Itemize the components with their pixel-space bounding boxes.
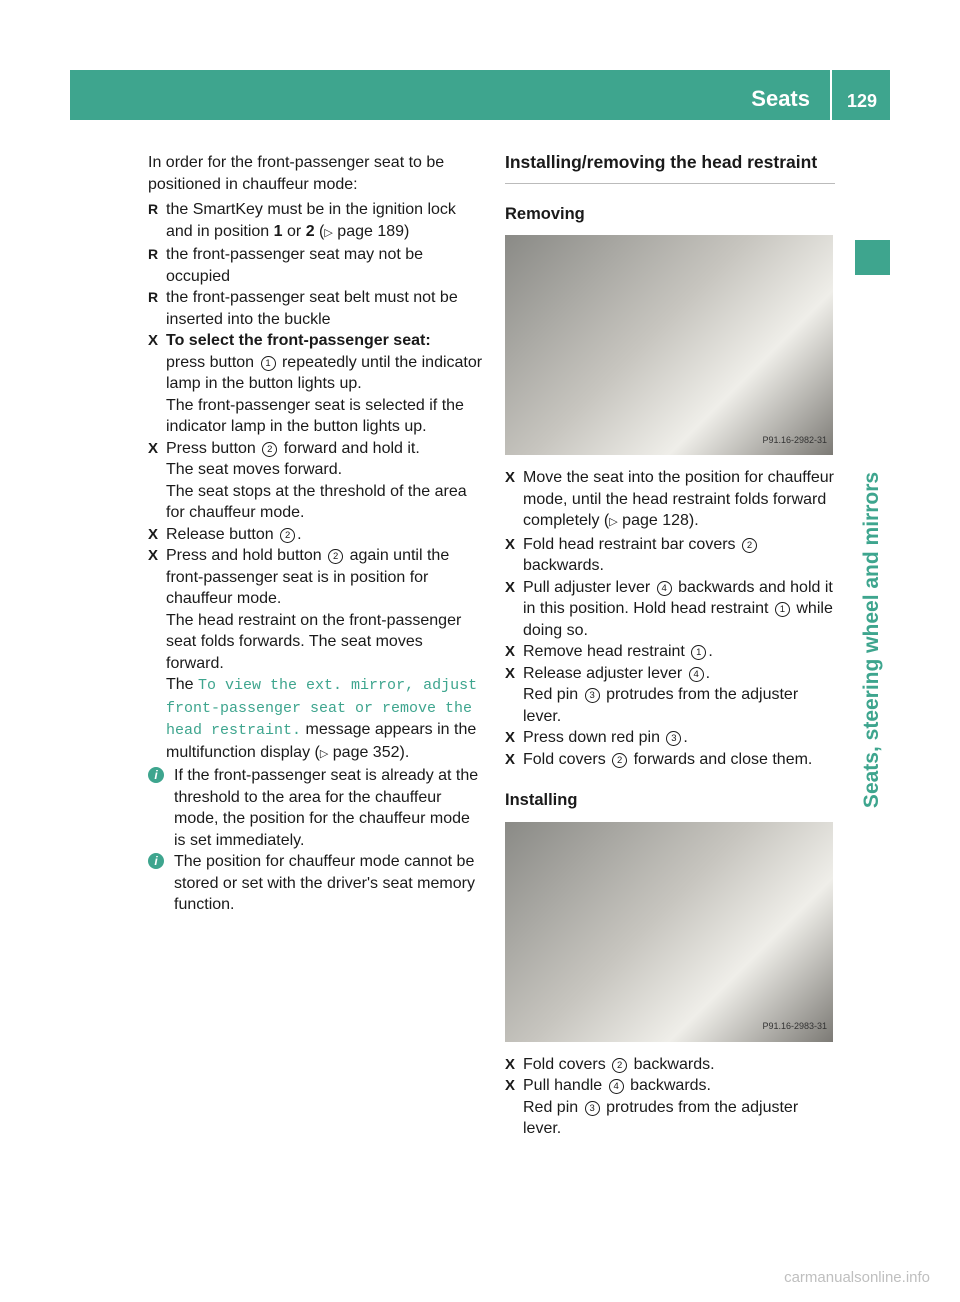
step-pull-lever: X Pull adjuster lever 4 backwards and hold it in this position. Hold head restraint 1 while doing so. <box>505 577 835 642</box>
right-column <box>505 152 835 1140</box>
info-note-2: i The position for chauffeur mode cannot be stored or set with the driver's seat memory function. <box>148 851 483 916</box>
header-bar <box>70 70 890 120</box>
callout-4-icon: 4 <box>657 581 672 596</box>
step-release-lever: X Release adjuster lever 4 . Red pin 3 protrudes from the adjuster lever. <box>505 663 835 728</box>
step-close-covers: X Fold covers 2 forwards and close them. <box>505 749 835 771</box>
callout-4-icon: 4 <box>609 1079 624 1094</box>
step-select-seat: X To select the front-passenger seat: press button 1 repeatedly until the indicator lamp in the button lights up. The front-passenger seat is selected if the indicator lamp in the button lights up. <box>148 330 483 438</box>
callout-2-icon: 2 <box>612 753 627 768</box>
condition-2: R the front-passenger seat may not be occupied <box>148 244 483 287</box>
side-tab-marker <box>855 240 890 275</box>
left-column <box>148 152 483 916</box>
intro-text: In order for the front-passenger seat to be positioned in chauffeur mode: <box>148 154 445 193</box>
info-icon: i <box>148 767 164 783</box>
step-pull-handle: X Pull handle 4 backwards. Red pin 3 protrudes from the adjuster lever. <box>505 1075 835 1140</box>
callout-3-icon: 3 <box>585 688 600 703</box>
step-fold-covers: X Fold head restraint bar covers 2 backwards. <box>505 534 835 577</box>
info-note-1: i If the front-passenger seat is already at the threshold to the area for the chauffeur mode, the position for the chauffeur mode is set immediately. <box>148 765 483 851</box>
info-icon: i <box>148 853 164 869</box>
step-press-pin: X Press down red pin 3 . <box>505 727 835 749</box>
page-link[interactable]: page 189) <box>337 222 410 240</box>
side-tab-label: Seats, steering wheel and mirrors <box>860 471 883 809</box>
step-move-seat: X Move the seat into the position for chauffeur mode, until the head restraint folds forward completely (▷ page 128). <box>505 467 835 534</box>
step-fold-back: X Fold covers 2 backwards. <box>505 1054 835 1076</box>
watermark: carmanualsonline.info <box>784 1269 930 1286</box>
condition-1: R the SmartKey must be in the ignition lock and in position 1 or 2 (▷ page 189) <box>148 199 483 244</box>
subheading-installing: Installing <box>505 791 578 809</box>
callout-2-icon: 2 <box>280 528 295 543</box>
page-number: 129 <box>846 91 878 111</box>
callout-3-icon: 3 <box>585 1101 600 1116</box>
arrow-icon: ▷ <box>609 516 618 528</box>
arrow-icon: ▷ <box>324 226 333 239</box>
callout-2-icon: 2 <box>612 1058 627 1073</box>
callout-2-icon: 2 <box>262 442 277 457</box>
section-heading: Installing/removing the head restraint <box>505 152 835 184</box>
callout-2-icon: 2 <box>328 549 343 564</box>
installing-photo <box>505 822 833 1042</box>
image-code: P91.16-2983-31 <box>762 1021 827 1031</box>
display-message: To view the ext. mirror, adjust front-passenger seat or remove the head restraint. <box>166 677 478 739</box>
callout-1-icon: 1 <box>261 356 276 371</box>
callout-3-icon: 3 <box>666 731 681 746</box>
step-press-button: X Press button 2 forward and hold it. The seat moves forward. The seat stops at the threshold of the area for chauffeur mode. <box>148 438 483 524</box>
removing-photo <box>505 235 833 455</box>
step-release-button: X Release button 2 . <box>148 524 483 546</box>
subheading-removing: Removing <box>505 204 585 223</box>
page-link[interactable]: page 128). <box>622 512 699 529</box>
callout-4-icon: 4 <box>689 667 704 682</box>
header-divider <box>830 70 832 120</box>
callout-1-icon: 1 <box>775 602 790 617</box>
image-code: P91.16-2982-31 <box>762 434 827 445</box>
page-link[interactable]: page 352). <box>332 743 410 761</box>
callout-1-icon: 1 <box>691 645 706 660</box>
condition-3: R the front-passenger seat belt must not be inserted into the buckle <box>148 287 483 330</box>
step-press-and-hold: X Press and hold button 2 again until the front-passenger seat is in position for chauffeur mode. The head restraint on the front-passenger seat folds forwards. The seat moves forward. The To view the ext. mirror, adjust front-passenger seat or remove the head restraint. message appears in the multifunction display (▷ page 352). <box>148 545 483 765</box>
step-remove-restraint: X Remove head restraint 1 . <box>505 641 835 663</box>
section-title: Seats <box>751 86 810 111</box>
arrow-icon: ▷ <box>319 747 329 760</box>
callout-2-icon: 2 <box>742 538 757 553</box>
